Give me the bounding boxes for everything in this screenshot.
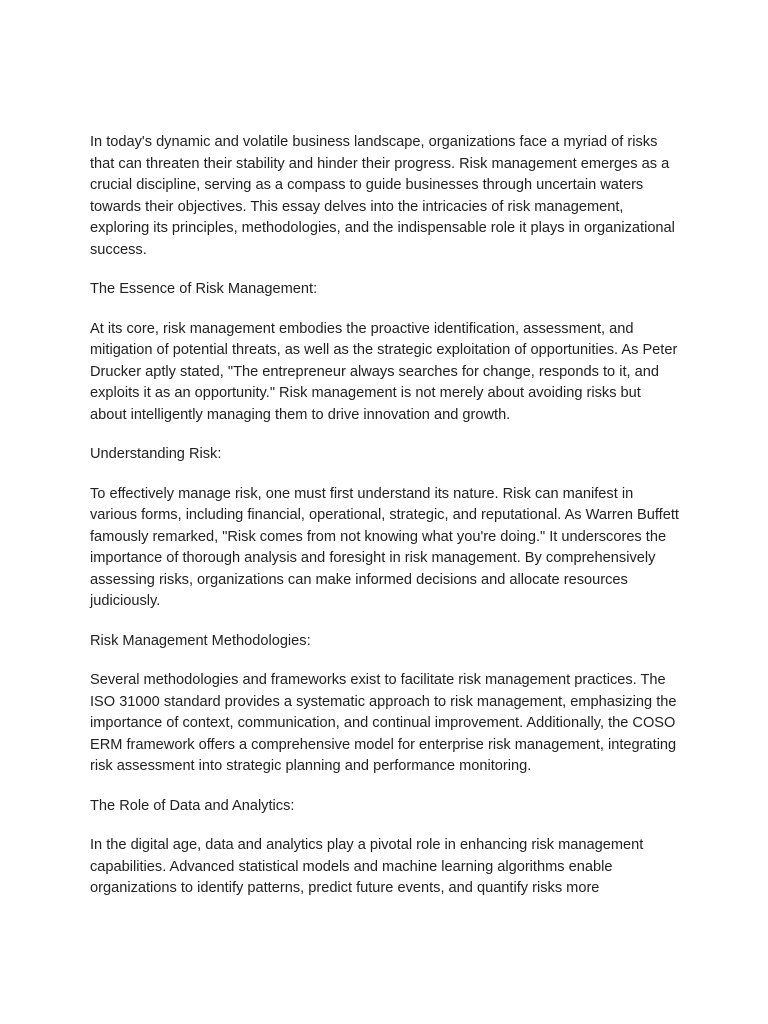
- intro-paragraph: In today's dynamic and volatile business landscape, organizations face a myriad of risks that can threaten their stability and hinder their progress. Risk management emerges as a crucial discipline, serving as a compass to guide businesses through uncertain waters towards their objectives. This essay delves into the intricacies of risk management, exploring its principles, methodologies, and the indispensable role it plays in organizational success.: [90, 134, 675, 258]
- section-heading-understanding-risk: Understanding Risk:: [90, 446, 222, 462]
- section-heading-data-analytics: The Role of Data and Analytics:: [90, 797, 295, 814]
- section-heading-essence: The Essence of Risk Management:: [90, 281, 318, 297]
- section-heading-methodologies: Risk Management Methodologies:: [90, 632, 311, 649]
- section-paragraph-essence: At its core, risk management embodies the proactive identification, assessment, and mitigation of potential threats, as well as the strategic exploitation of opportunities. As Peter Drucker aptly stated, "The entrepreneur always searches for change, responds to it, and exploits it as an opportunity." Risk management is not merely about avoiding risks but about intelligently managing them to drive innovation and growth.: [90, 320, 678, 423]
- document-body: [90, 132, 680, 918]
- section-paragraph-methodologies: Several methodologies and frameworks exist to facilitate risk management practices. The ISO 31000 standard provides a systematic approach to risk management, emphasizing the importance of context, communication, and continual improvement. Additionally, the COSO ERM framework offers a comprehensive model for enterprise risk management, integrating risk assessment into strategic planning and performance monitoring.: [90, 672, 677, 774]
- section-paragraph-data-analytics: In the digital age, data and analytics play a pivotal role in enhancing risk management capabilities. Advanced statistical models and machine learning algorithms enable organizations to identify patterns, predict future events, and quantify risks more: [90, 837, 644, 896]
- section-paragraph-understanding-risk: To effectively manage risk, one must first understand its nature. Risk can manifest in various forms, including financial, operational, strategic, and reputational. As Warren Buffett famously remarked, "Risk comes from not knowing what you're doing." It underscores the importance of thorough analysis and foresight in risk management. By comprehensively assessing risks, organizations can make informed decisions and allocate resources judiciously.: [90, 485, 679, 609]
